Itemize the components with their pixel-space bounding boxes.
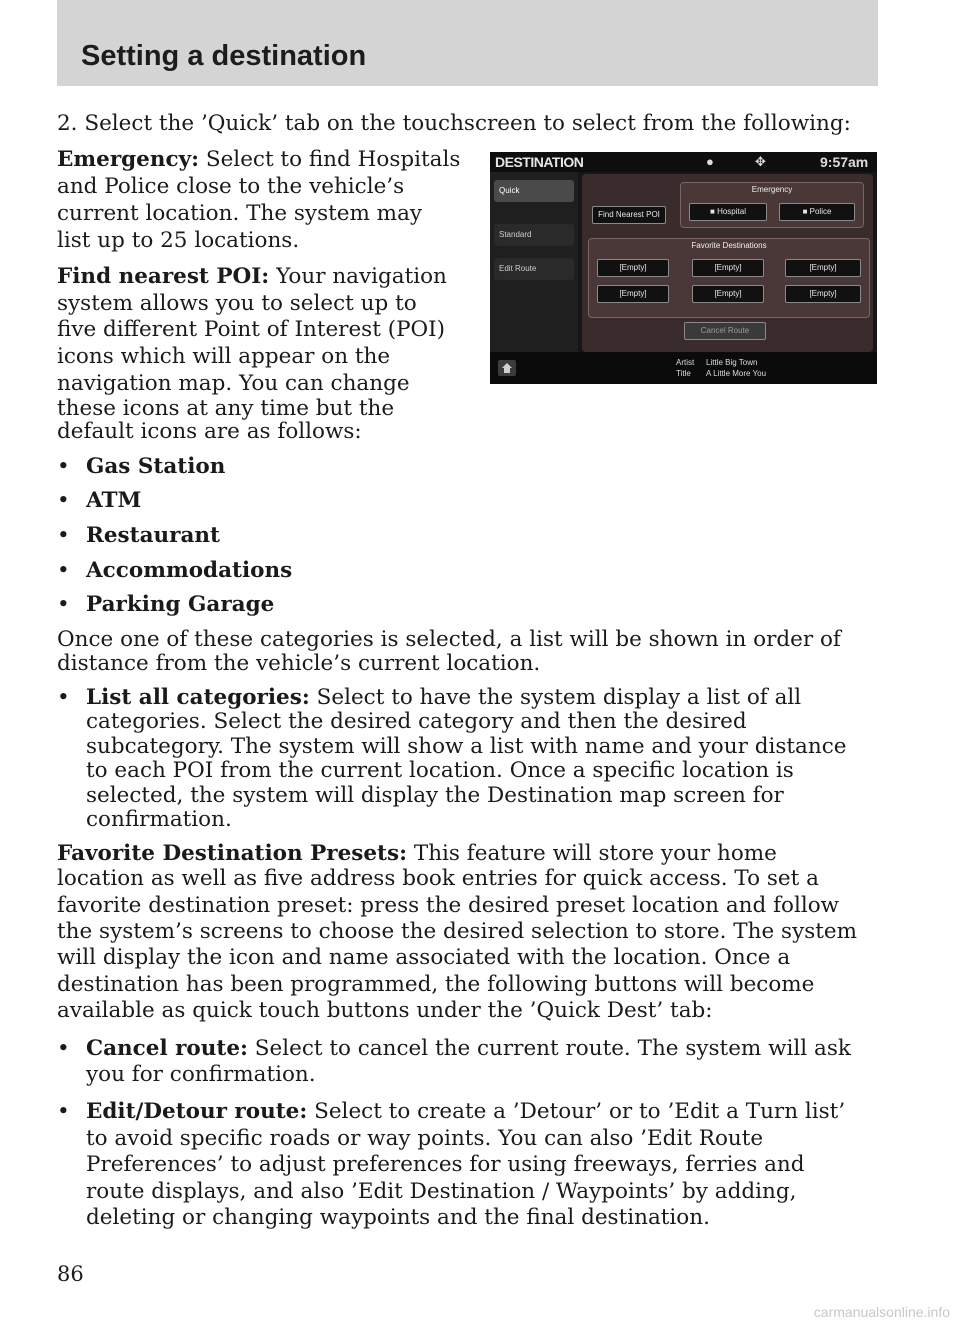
favorites-line-6: destination has been programmed, the following buttons will become <box>57 972 815 997</box>
emergency-label: Emergency: <box>57 147 200 172</box>
nav-status-bar <box>490 152 877 172</box>
cancel-route-button[interactable]: Cancel Route <box>684 322 766 340</box>
bullet-dot: • <box>57 1036 70 1061</box>
favorite-slot-6[interactable]: [Empty] <box>785 285 861 303</box>
favorite-destinations-group <box>588 238 870 318</box>
poi-line-6: these icons at any time but the <box>57 396 395 421</box>
edit-line-4: route displays, and also ’Edit Destination / Waypoints’ by adding, <box>86 1179 797 1204</box>
footer-watermark: carmanualsonline.info <box>813 1304 950 1320</box>
bullet-atm: ATM <box>86 488 142 513</box>
nav-tab-column <box>490 172 578 352</box>
nav-media-bar <box>490 352 877 384</box>
bullet-dot: • <box>57 454 70 479</box>
signal-icon: ● <box>706 154 714 169</box>
police-icon: ■ <box>802 207 810 216</box>
list-all-line-5: selected, the system will display the Destination map screen for <box>86 783 784 808</box>
nav-main-panel <box>582 174 873 352</box>
favorite-slot-1[interactable]: [Empty] <box>597 259 669 277</box>
list-all-line-4: to each POI from the current location. Once a specific location is <box>86 758 794 783</box>
find-nearest-poi-button[interactable]: Find Nearest POI <box>592 206 666 224</box>
edit-line-1: Edit/Detour route: Select to create a ’Detour’ or to ’Edit a Turn list’ <box>86 1099 846 1124</box>
emergency-line-1: Emergency: Select to find Hospitals <box>57 147 461 172</box>
favorites-line-2: location as well as five address book entries for quick access. To set a <box>57 866 819 891</box>
list-all-label: List all categories: <box>86 685 310 710</box>
bullet-dot: • <box>57 592 70 617</box>
edit-line-2: to avoid specific roads or way points. You can also ’Edit Route <box>86 1126 764 1151</box>
page-title: Setting a destination <box>81 40 367 72</box>
bullet-gas-station: Gas Station <box>86 454 226 479</box>
cancel-label: Cancel route: <box>86 1036 248 1061</box>
poi-label: Find nearest POI: <box>57 264 270 289</box>
favorites-line-1: Favorite Destination Presets: This feature will store your home <box>57 841 777 866</box>
favorite-slot-4[interactable]: [Empty] <box>597 285 669 303</box>
poi-line-5: navigation map. You can change <box>57 371 410 396</box>
hospital-button[interactable]: ■ Hospital <box>689 203 767 221</box>
favorite-slot-2[interactable]: [Empty] <box>692 259 764 277</box>
list-all-line-1: List all categories: Select to have the system display a list of all <box>86 685 802 710</box>
favorites-line-7: available as quick touch buttons under the ’Quick Dest’ tab: <box>57 998 713 1023</box>
poi-line-1: Find nearest POI: Your navigation <box>57 264 447 289</box>
emergency-line-3: current location. The system may <box>57 201 423 226</box>
emergency-title: Emergency <box>751 185 793 194</box>
bullet-restaurant: Restaurant <box>86 523 220 548</box>
navigation-screen-image <box>490 152 877 384</box>
edit-label: Edit/Detour route: <box>86 1099 308 1124</box>
page-number: 86 <box>57 1262 84 1286</box>
favorite-slot-3[interactable]: [Empty] <box>785 259 861 277</box>
cancel-line-1: Cancel route: Select to cancel the current route. The system will ask <box>86 1036 851 1061</box>
after-bullets-line-2: distance from the vehicle’s current location. <box>57 651 541 676</box>
poi-line-2: system allows you to select up to <box>57 291 417 316</box>
edit-line-3: Preferences’ to adjust preferences for using freeways, ferries and <box>86 1152 805 1177</box>
favorites-line-4: the system’s screens to choose the desired selection to store. The system <box>57 919 858 944</box>
after-bullets-line-1: Once one of these categories is selected, a list will be shown in order of <box>57 627 841 652</box>
tab-quick[interactable]: Quick <box>494 180 574 202</box>
poi-line-7: default icons are as follows: <box>57 419 362 444</box>
bullet-dot: • <box>57 523 70 548</box>
bullet-parking-garage: Parking Garage <box>86 592 275 617</box>
hospital-icon: ■ <box>710 207 718 216</box>
list-all-line-3: subcategory. The system will show a list with name and your distance <box>86 734 847 759</box>
satellite-icon: ✥ <box>755 154 766 169</box>
tab-edit-route[interactable]: Edit Route <box>494 258 574 280</box>
home-icon[interactable] <box>498 360 516 376</box>
bullet-dot: • <box>57 558 70 583</box>
list-all-line-6: confirmation. <box>86 807 232 832</box>
poi-line-3: five different Point of Interest (POI) <box>57 317 446 342</box>
tab-standard[interactable]: Standard <box>494 224 574 246</box>
favorite-slot-5[interactable]: [Empty] <box>692 285 764 303</box>
emergency-line-2: and Police close to the vehicle’s <box>57 174 405 199</box>
artist-label: Artist <box>676 358 695 367</box>
nav-clock: 9:57am <box>820 154 869 170</box>
page-header <box>57 0 878 86</box>
list-all-line-2: categories. Select the desired category and then the desired <box>86 709 747 734</box>
song-title: A Little More You <box>706 369 767 378</box>
emergency-group <box>680 182 864 228</box>
favorites-line-5: will display the icon and name associated with the location. Once a <box>57 945 791 970</box>
nav-screen-title: DESTINATION <box>495 154 584 170</box>
favorites-line-3: favorite destination preset: press the desired preset location and follow <box>57 893 840 918</box>
cancel-line-2: you for confirmation. <box>86 1062 316 1087</box>
bullet-dot: • <box>57 685 70 710</box>
artist-name: Little Big Town <box>706 358 758 367</box>
bullet-dot: • <box>57 488 70 513</box>
edit-line-5: deleting or changing waypoints and the final destination. <box>86 1205 710 1230</box>
bullet-dot: • <box>57 1099 70 1124</box>
favorites-title: Favorite Destinations <box>691 241 767 250</box>
title-label: Title <box>676 369 691 378</box>
police-button[interactable]: ■ Police <box>779 203 855 221</box>
bullet-accommodations: Accommodations <box>86 558 293 583</box>
intro-text: 2. Select the ’Quick’ tab on the touchscreen to select from the following: <box>57 111 851 136</box>
emergency-line-4: list up to 25 locations. <box>57 228 300 253</box>
favorites-label: Favorite Destination Presets: <box>57 841 408 866</box>
poi-line-4: icons which will appear on the <box>57 344 391 369</box>
